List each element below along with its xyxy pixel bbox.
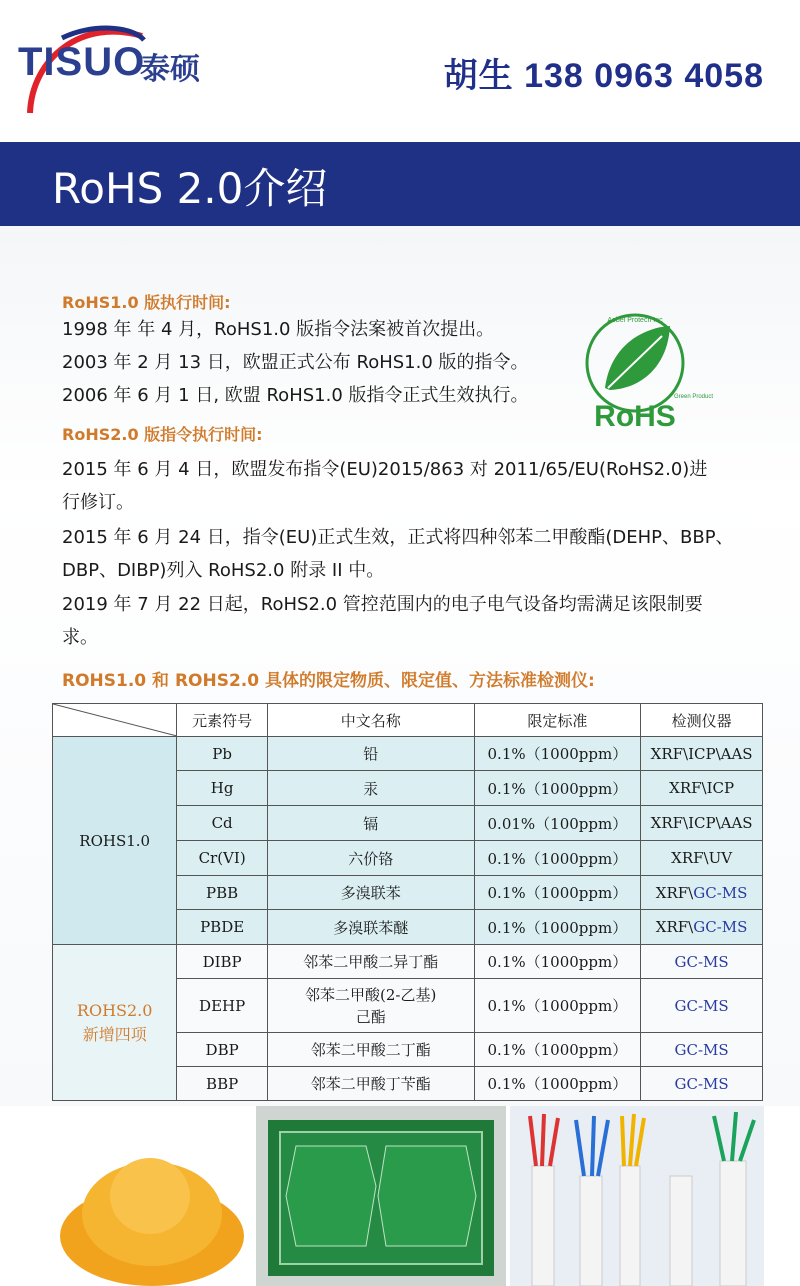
cell-limit: 0.01%（100ppm） [474, 806, 641, 841]
cables-photo [510, 1106, 764, 1286]
cell-name: 汞 [267, 771, 474, 806]
rohs1-line-2: 2003 年 2 月 13 日，欧盟正式公布 RoHS1.0 版的指令。 [62, 352, 529, 373]
inst-text: XRF\ICP\AAS [650, 814, 753, 832]
page-header [0, 0, 800, 142]
header-limit: 限定标准 [474, 704, 641, 737]
rohs1-heading: RoHS1.0 版执行时间: [62, 293, 231, 312]
cell-instrument [641, 841, 763, 876]
product-photos [52, 1106, 764, 1286]
header-name: 中文名称 [267, 704, 474, 737]
table-row [53, 945, 763, 979]
brand-cn: 泰硕 [140, 52, 200, 87]
cell-symbol: DBP [177, 1033, 267, 1067]
rohs1-line-3: 2006 年 6 月 1 日, 欧盟 RoHS1.0 版指令正式生效执行。 [62, 385, 529, 406]
contact-phone: 胡生 138 0963 4058 [443, 57, 764, 95]
cell-name: 邻苯二甲酸丁苄酯 [267, 1067, 474, 1101]
cell-instrument: GC-MS [641, 945, 763, 979]
cell-limit: 0.1%（1000ppm） [474, 737, 641, 771]
cell-name: 六价铬 [267, 841, 474, 876]
cell-instrument [641, 876, 763, 910]
cell-name: 邻苯二甲酸二异丁酯 [267, 945, 474, 979]
cell-symbol: PBDE [177, 910, 267, 945]
cell-symbol: DEHP [177, 979, 267, 1033]
cell-limit: 0.1%（1000ppm） [474, 979, 641, 1033]
cell-symbol: DIBP [177, 945, 267, 979]
rohs2-line-5: 2019 年 7 月 22 日起，RoHS2.0 管控范围内的电子电气设备均需满足该限制要 [62, 594, 703, 615]
group-rohs2-label-1: ROHS2.0 [76, 1000, 153, 1020]
rohs-green-logo [570, 308, 714, 438]
group-rohs2-label-2: 新增四项 [82, 1024, 147, 1044]
corner-cell [53, 704, 177, 737]
inst-text: XRF\ICP\AAS [650, 744, 753, 763]
cell-name-line-1: 邻苯二甲酸(2-乙基) [305, 985, 437, 1004]
cell-name: 多溴联苯 [267, 876, 474, 910]
rohs2-line-6: 求。 [62, 627, 98, 648]
rohs2-line-1: 2015 年 6 月 4 日，欧盟发布指令(EU)2015/863 对 2011/65/EU(RoHS2.0)进 [62, 459, 708, 480]
inst-text: XRF\UV [671, 849, 733, 867]
header-symbol: 元素符号 [177, 704, 267, 737]
cell-name: 镉 [267, 806, 474, 841]
cell-name: 多溴联苯醚 [267, 910, 474, 945]
cell-name: 邻苯二甲酸二丁酯 [267, 1033, 474, 1067]
rohs2-line-3: 2015 年 6 月 24 日，指令(EU)正式生效，正式将四种邻苯二甲酸酯(DEHP、BBP、 [62, 527, 734, 548]
cell-instrument [641, 737, 763, 771]
inst-text-blue: GC-MS [693, 918, 748, 936]
title-banner [0, 142, 800, 226]
diagonal-line [53, 704, 177, 736]
inst-text-blue: GC-MS [693, 883, 748, 902]
cell-limit: 0.1%（1000ppm） [474, 1067, 641, 1101]
cell-instrument [641, 771, 763, 806]
table-heading: ROHS1.0 和 ROHS2.0 具体的限定物质、限定值、方法标准检测仪: [62, 671, 595, 691]
rohs2-line-4: DBP、DIBP)列入 RoHS2.0 附录 II 中。 [62, 560, 385, 581]
cell-name-line-2: 己酯 [355, 1007, 386, 1026]
cell-symbol: Pb [177, 737, 267, 771]
cell-symbol: Cd [177, 806, 267, 841]
page-title: RoHS 2.0介绍 [52, 164, 328, 213]
rohs-logo-text: RoHS [594, 400, 676, 433]
plastic-pellets-photo [52, 1106, 252, 1286]
table-header-row [53, 704, 763, 737]
rohs2-heading: RoHS2.0 版指令执行时间: [62, 425, 263, 444]
cell-limit: 0.1%（1000ppm） [474, 876, 641, 910]
cell-instrument [641, 806, 763, 841]
cell-symbol: BBP [177, 1067, 267, 1101]
rohs-logo-sub: Green Product [674, 394, 714, 400]
brand-latin: TISUO [18, 40, 146, 84]
cell-symbol: PBB [177, 876, 267, 910]
cell-symbol: Hg [177, 771, 267, 806]
cell-instrument [641, 910, 763, 945]
cell-limit: 0.1%（1000ppm） [474, 771, 641, 806]
pcb-board-photo [256, 1106, 506, 1286]
rohs2-line-2: 行修订。 [62, 492, 134, 513]
inst-text: XRF\ [655, 883, 694, 902]
cell-limit: 0.1%（1000ppm） [474, 841, 641, 876]
cell-instrument: GC-MS [641, 1033, 763, 1067]
cell-instrument: GC-MS [641, 1067, 763, 1101]
group-rohs2-label [53, 945, 177, 1101]
rohs-logo-ring: Aobel Protech Inc [607, 317, 663, 324]
cell-instrument: GC-MS [641, 979, 763, 1033]
cell-limit: 0.1%（1000ppm） [474, 1033, 641, 1067]
rohs1-line-1: 1998 年 年 4 月，RoHS1.0 版指令法案被首次提出。 [62, 319, 495, 340]
cell-name [267, 979, 474, 1033]
cell-symbol: Cr(VI) [177, 841, 267, 876]
cell-limit: 0.1%（1000ppm） [474, 945, 641, 979]
table-row [53, 737, 763, 771]
cell-limit: 0.1%（1000ppm） [474, 910, 641, 945]
cell-name: 铅 [267, 737, 474, 771]
group-rohs1-label: ROHS1.0 [53, 737, 177, 945]
inst-text: XRF\ [655, 918, 694, 936]
header-instrument: 检测仪器 [641, 704, 763, 737]
substance-table [52, 703, 763, 1101]
inst-text: XRF\ICP [669, 779, 735, 797]
